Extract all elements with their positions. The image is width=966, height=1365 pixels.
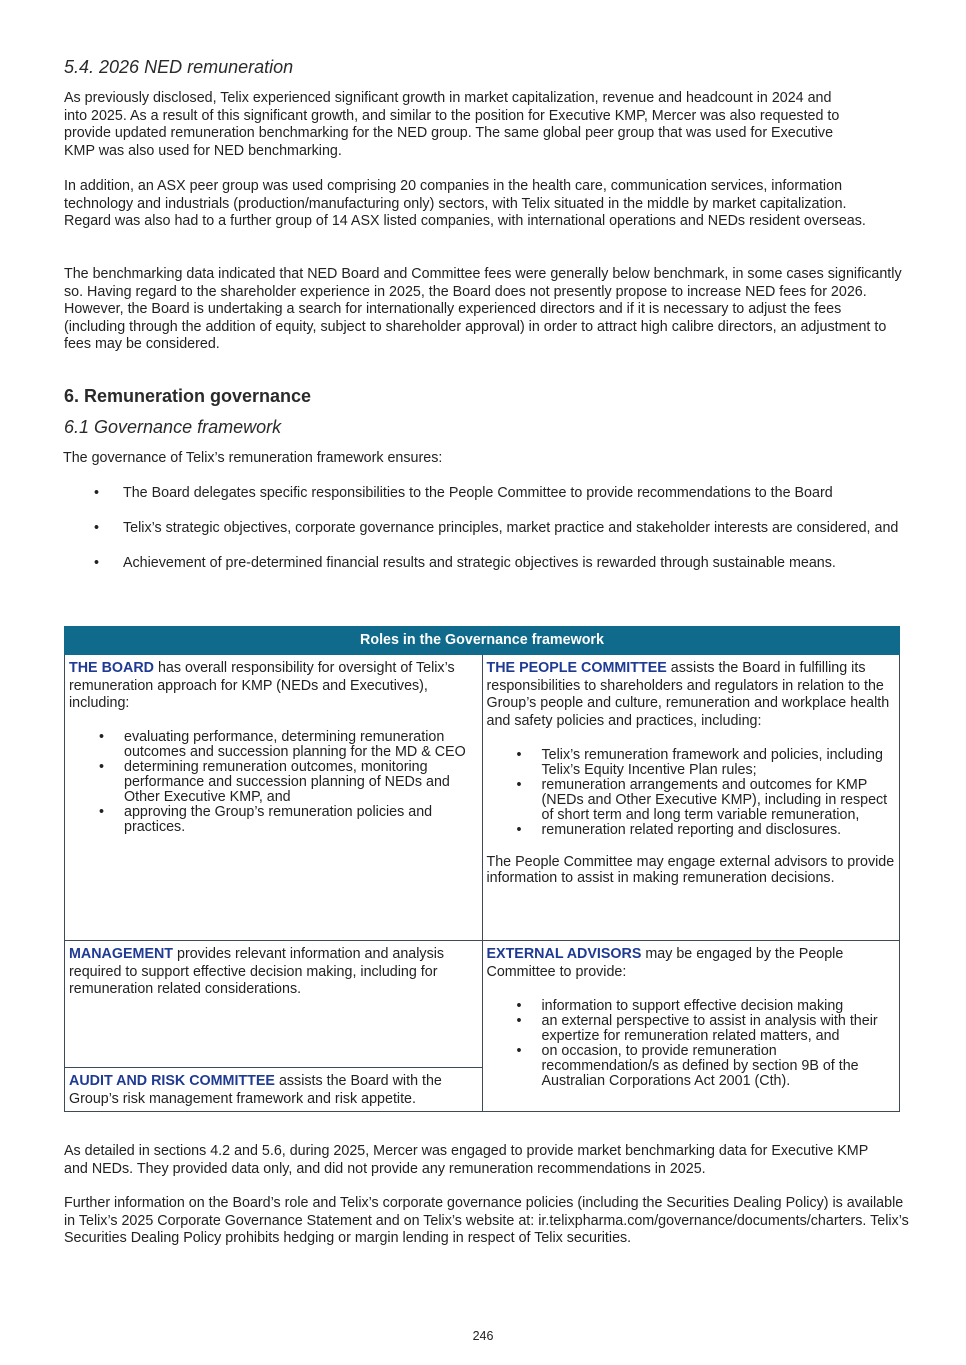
list-item: • approving the Group’s remuneration policies and practices. [69,805,478,835]
bullet-item: • Telix’s strategic objectives, corporate governance principles, market practice and stakeholder interests are considered, and [64,520,909,538]
external-label: EXTERNAL ADVISORS [486,946,642,962]
audit-label: AUDIT AND RISK COMMITTEE [69,1073,275,1089]
list-item: • Telix’s remuneration framework and policies, including Telix’s Equity Incentive Plan rules; [487,748,896,778]
list-item: • remuneration arrangements and outcomes for KMP (NEDs and Other Executive KMP), including in respect of short term and long term variable remuneration, [487,778,896,823]
bullet-item: • Achievement of pre-determined financial results and strategic objectives is rewarded through sustainable means. [64,555,909,573]
paragraph: In addition, an ASX peer group was used comprising 20 companies in the health care, communication services, information technology and industrials (production/manufacturing only) sectors, with Telix situated in the middle by market capitalization. Regard was also had to a further group of 14 ASX listed companies, with international operations and NEDs resident overseas. [64,178,866,229]
intro-text: The governance of Telix’s remuneration framework ensures: [63,450,443,466]
paragraph: As previously disclosed, Telix experienced significant growth in market capitalization, revenue and headcount in 2024 and into 2025. As a result of this significant growth, and similar to the position for Executive KMP, Mercer was also requested to provide updated remuneration benchmarking for the NED group. The same global peer group that was used for Executive KMP was also used for NED benchmarking. [64,90,840,159]
section-6-heading: 6. Remuneration governance [64,386,312,406]
page-number: 246 [472,1329,494,1343]
paragraph: Further information on the Board’s role and Telix’s corporate governance policies (including the Securities Dealing Policy) is available in Telix’s 2025 Corporate Governance Statement and on Telix’s website at: ir.telixpharma.com/governance/documents/charters. Telix’s Securities Dealing Policy prohibits hedging or margin lending in respect of Telix securities. [64,1195,909,1246]
list-item: • on occasion, to provide remuneration recommendation/s as defined by section 9B of the Australian Corporations Act 2001 (Cth). [487,1044,896,1089]
external-advisors-cell [482,941,900,1112]
governance-bullets [64,485,909,590]
people-committee-cell [482,655,900,941]
list-item: • determining remuneration outcomes, monitoring performance and succession planning of NEDs and Other Executive KMP, and [69,760,478,805]
people-text: assists the Board in fulfilling its responsibilities to shareholders and regulators in relation to the Group’s people and culture, remuneration and workplace health and safety policies and practices, including: [486,660,890,729]
external-text: may be engaged by the People Committee to provide: [486,946,844,980]
people-note: The People Committee may engage external advisors to provide information to assist in making remuneration decisions. [486,854,895,886]
management-text: provides relevant information and analysis required to support effective decision making, including for remuneration related considerations. [69,946,445,997]
section-6-1-heading: 6.1 Governance framework [64,417,282,437]
audit-text: assists the Board with the Group’s risk management framework and risk appetite. [69,1073,442,1107]
board-label: THE BOARD [69,660,154,676]
management-cell [65,941,483,1068]
people-label: THE PEOPLE COMMITTEE [486,660,667,676]
governance-roles-table [64,626,900,1112]
list-item: • remuneration related reporting and disclosures. [487,823,896,838]
table-header: Roles in the Governance framework [65,627,900,655]
bullet-item: • The Board delegates specific responsibilities to the People Committee to provide recommendations to the Board [64,485,909,503]
paragraph: The benchmarking data indicated that NED Board and Committee fees were generally below benchmark, in some cases significantly so. Having regard to the shareholder experience in 2025, the Board does not presently propose to increase NED fees for 2026. However, the Board is undertaking a search for internationally experienced directors and if it is necessary to adjust the fees (including through the addition of equity, subject to shareholder approval) in order to attract high calibre directors, an adjustment to fees may be considered. [64,266,902,352]
audit-risk-cell [65,1068,483,1112]
list-item: • evaluating performance, determining remuneration outcomes and succession planning for the MD & CEO [69,730,478,760]
list-item: • an external perspective to assist in analysis with their expertize for remuneration related matters, and [487,1014,896,1044]
board-cell [65,655,483,941]
list-item: • information to support effective decision making [487,999,896,1014]
management-label: MANAGEMENT [69,946,174,962]
section-5-4-heading: 5.4. 2026 NED remuneration [64,57,294,77]
board-text: has overall responsibility for oversight of Telix’s remuneration approach for KMP (NEDs and Executives), including: [69,660,455,711]
paragraph: As detailed in sections 4.2 and 5.6, during 2025, Mercer was engaged to provide market benchmarking data for Executive KMP and NEDs. They provided data only, and did not provide any remuneration recommendations in 2025. [64,1143,868,1177]
